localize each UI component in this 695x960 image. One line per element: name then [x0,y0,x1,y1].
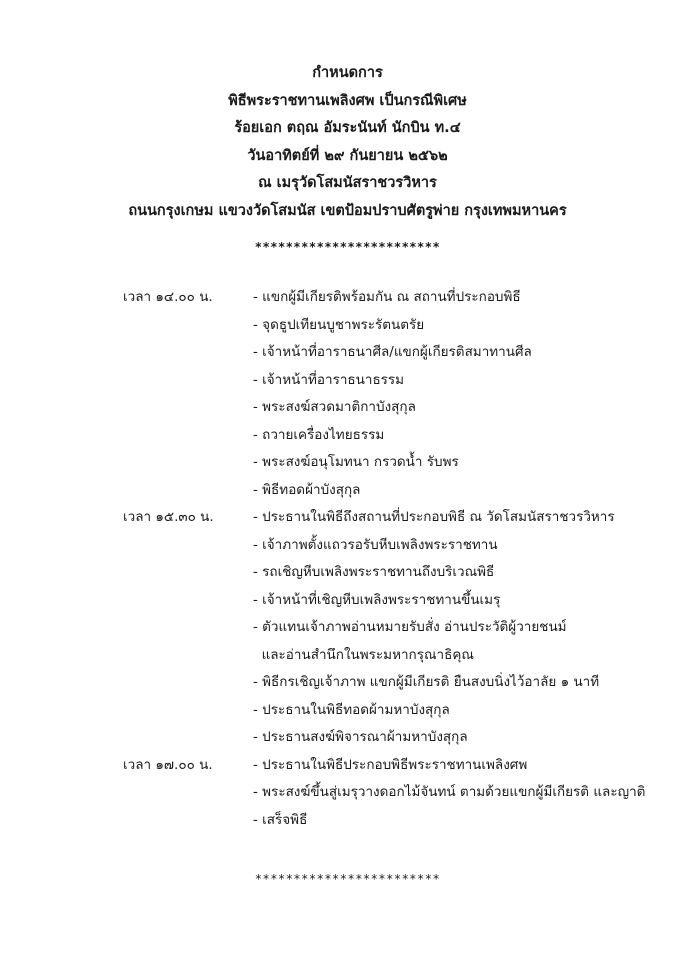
schedule-row [0,587,695,615]
schedule-item: - พระสงฆ์อนุโมทนา กรวดน้ำ รับพร [253,454,459,470]
document-header [0,60,695,225]
schedule-row [0,669,695,697]
schedule-row [0,752,695,780]
schedule-row [0,559,695,587]
venue-address: ถนนกรุงเกษม แขวงวัดโสมนัส เขตป้อมปราบศัตรูพ่าย กรุงเทพมหานคร [128,202,567,219]
schedule-row [0,312,695,340]
schedule-row [0,532,695,560]
time-label: เวลา ๑๔.๐๐ น. [123,289,213,305]
separator-top: ************************ [254,240,441,254]
schedule-row [0,642,695,670]
time-label: เวลา ๑๕.๓๐ น. [123,509,214,525]
separator-bottom: ************************ [254,872,441,886]
time-label: เวลา ๑๗.๐๐ น. [123,756,213,773]
schedule-row [0,504,695,532]
schedule-item: - ถวายเครื่องไทยธรรม [253,426,385,443]
schedule-item: - ตัวแทนเจ้าภาพอ่านหมายรับสั่ง อ่านประวัติผู้วายชนม์ [253,619,567,635]
schedule-row [0,367,695,395]
schedule-item: - เจ้าหน้าที่เชิญหีบเพลิงพระราชทานขึ้นเมรุ [253,591,501,608]
schedule-row [0,477,695,505]
schedule-item: - พิธีทอดผ้าบังสุกุล [253,481,361,498]
schedule-row [0,394,695,422]
schedule-item: - เจ้าหน้าที่อาราธนาธรรม [253,371,405,388]
schedule [0,284,695,834]
ceremony-date: วันอาทิตย์ที่ ๒๙ กันยายน ๒๕๖๒ [247,147,448,164]
schedule-item: - ประธานในพิธีถึงสถานที่ประกอบพิธี ณ วัดโสมนัสราชวรวิหาร [253,509,615,525]
schedule-item: - เสร็จพิธี [253,811,308,828]
schedule-row [0,779,695,807]
schedule-row [0,614,695,642]
schedule-row [0,697,695,725]
schedule-item: - จุดธูปเทียนบูชาพระรัตนตรัย [253,316,425,333]
schedule-item: - พระสงฆ์สวดมาติกาบังสุกุล [253,399,416,415]
ceremony-venue: ณ เมรุวัดโสมนัสราชวรวิหาร [258,175,437,191]
schedule-row [0,807,695,835]
schedule-item: - แขกผู้มีเกียรติพร้อมกัน ณ สถานที่ประกอบพิธี [253,289,521,305]
deceased-name: ร้อยเอก ตฤณ อัมระนันท์ นักบิน ท.๔ [234,120,461,136]
schedule-item: - พิธีกรเชิญเจ้าภาพ แขกผู้มีเกียรติ ยืนสงบนิ่งไว้อาลัย ๑ นาที [253,674,600,690]
schedule-item: - รถเชิญหีบเพลิงพระราชทานถึงบริเวณพิธี [253,564,495,580]
schedule-item-continuation: และอ่านสำนึกในพระมหากรุณาธิคุณ [253,646,474,663]
schedule-item: - ประธานสงฆ์พิจารณาผ้ามหาบังสุกุล [253,729,468,745]
schedule-item: - ประธานในพิธีประกอบพิธีพระราชทานเพลิงศพ [253,756,528,773]
schedule-item: - ประธานในพิธีทอดผ้ามหาบังสุกุล [253,701,450,718]
schedule-row [0,724,695,752]
ceremony-name: พิธีพระราชทานเพลิงศพ เป็นกรณีพิเศษ [228,92,467,109]
schedule-row [0,284,695,312]
schedule-item: - เจ้าหน้าที่อาราธนาศีล/แขกผู้เกียรติสมาทานศีล [253,344,532,360]
schedule-row [0,339,695,367]
schedule-row [0,449,695,477]
schedule-item: - พระสงฆ์ขึ้นสู่เมรุวางดอกไม้จันทน์ ตามด้วยแขกผู้มีเกียรติ และญาติ [253,784,646,800]
schedule-row [0,422,695,450]
document-title: กำหนดการ [312,65,383,81]
schedule-item: - เจ้าภาพตั้งแถวรอรับหีบเพลิงพระราชทาน [253,536,498,553]
